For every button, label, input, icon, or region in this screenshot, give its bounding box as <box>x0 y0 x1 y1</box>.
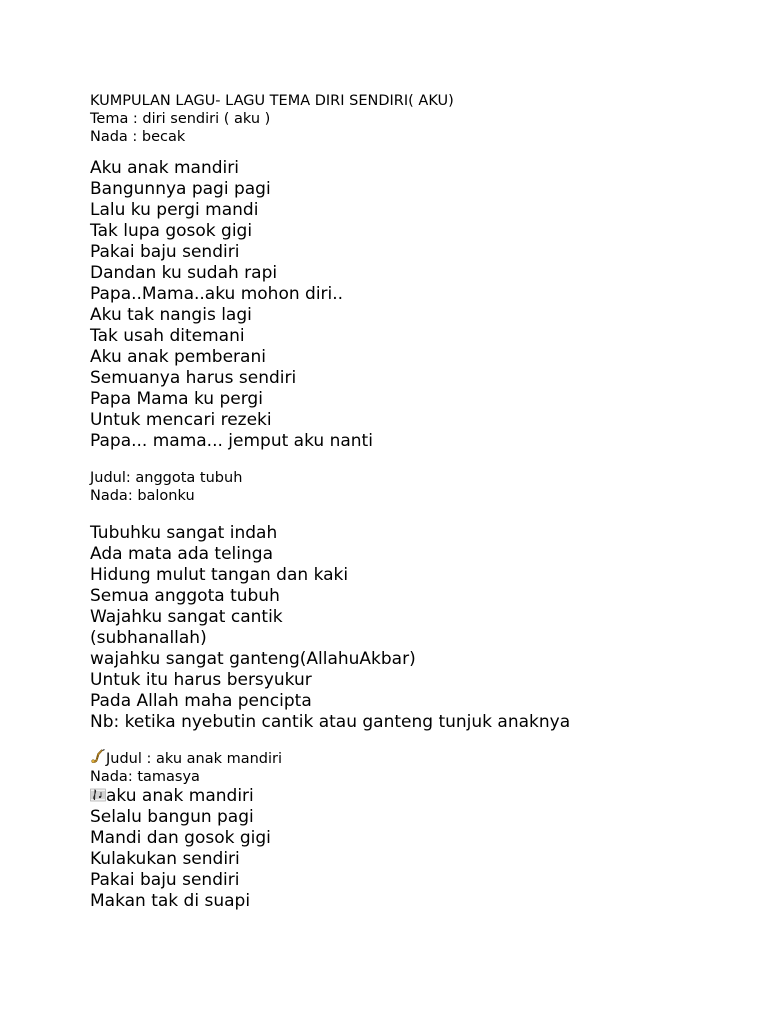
song-2-header <box>90 469 750 505</box>
lyric-line: Papa... mama... jemput aku nanti <box>90 431 373 451</box>
lyric-line: Kulakukan sendiri <box>90 849 240 869</box>
saxophone-icon <box>90 749 106 765</box>
lyric-line: Semua anggota tubuh <box>90 586 280 606</box>
lyric-line: Hidung mulut tangan dan kaki <box>90 565 349 585</box>
lyric-line: Ada mata ada telinga <box>90 544 273 564</box>
lyric-line: Semuanya harus sendiri <box>90 368 297 388</box>
lyric-line: Papa..Mama..aku mohon diri.. <box>90 284 344 304</box>
lyric-line: Wajahku sangat cantik <box>90 607 283 627</box>
musical-score-icon <box>90 787 106 803</box>
lyric-line: Bangunnya pagi pagi <box>90 179 271 199</box>
song-3-title-line <box>90 749 750 768</box>
song-3-tune: Nada: tamasya <box>90 769 200 785</box>
song-1-header <box>90 92 750 146</box>
lyric-line-text: aku anak mandiri <box>106 786 254 806</box>
lyric-line: Aku anak pemberani <box>90 347 266 367</box>
song-1-lyrics <box>90 158 750 452</box>
lyric-line: Tak lupa gosok gigi <box>90 221 253 241</box>
song-3-title: Judul : aku anak mandiri <box>106 751 283 767</box>
song-2-title: Judul: anggota tubuh <box>90 470 243 486</box>
lyric-line: Pakai baju sendiri <box>90 242 240 262</box>
collection-title: KUMPULAN LAGU- LAGU TEMA DIRI SENDIRI( AKU) <box>90 93 454 109</box>
lyric-line: Dandan ku sudah rapi <box>90 263 278 283</box>
lyric-line: Selalu bangun pagi <box>90 807 254 827</box>
song-3-lyrics <box>90 786 750 912</box>
lyric-line: Tak usah ditemani <box>90 326 245 346</box>
lyric-line: (subhanallah) <box>90 628 207 648</box>
document-page <box>90 92 750 912</box>
lyric-line: Nb: ketika nyebutin cantik atau ganteng tunjuk anaknya <box>90 712 571 732</box>
lyric-line: Aku anak mandiri <box>90 158 239 178</box>
lyric-line: Untuk mencari rezeki <box>90 410 272 430</box>
lyric-line: Makan tak di suapi <box>90 891 251 911</box>
song-3-header <box>90 749 750 786</box>
lyric-line: wajahku sangat ganteng(AllahuAkbar) <box>90 649 416 669</box>
song-1-theme: Tema : diri sendiri ( aku ) <box>90 111 271 127</box>
lyric-line: Mandi dan gosok gigi <box>90 828 271 848</box>
song-2-tune: Nada: balonku <box>90 488 195 504</box>
lyric-line: Aku tak nangis lagi <box>90 305 252 325</box>
lyric-line: Pada Allah maha pencipta <box>90 691 312 711</box>
lyric-line: Untuk itu harus bersyukur <box>90 670 312 690</box>
lyric-line: Pakai baju sendiri <box>90 870 240 890</box>
lyric-line: Papa Mama ku pergi <box>90 389 263 409</box>
lyric-line <box>90 786 750 807</box>
lyric-line: Tubuhku sangat indah <box>90 523 278 543</box>
song-2-lyrics <box>90 523 750 733</box>
song-1-tune: Nada : becak <box>90 129 186 145</box>
lyric-line: Lalu ku pergi mandi <box>90 200 259 220</box>
